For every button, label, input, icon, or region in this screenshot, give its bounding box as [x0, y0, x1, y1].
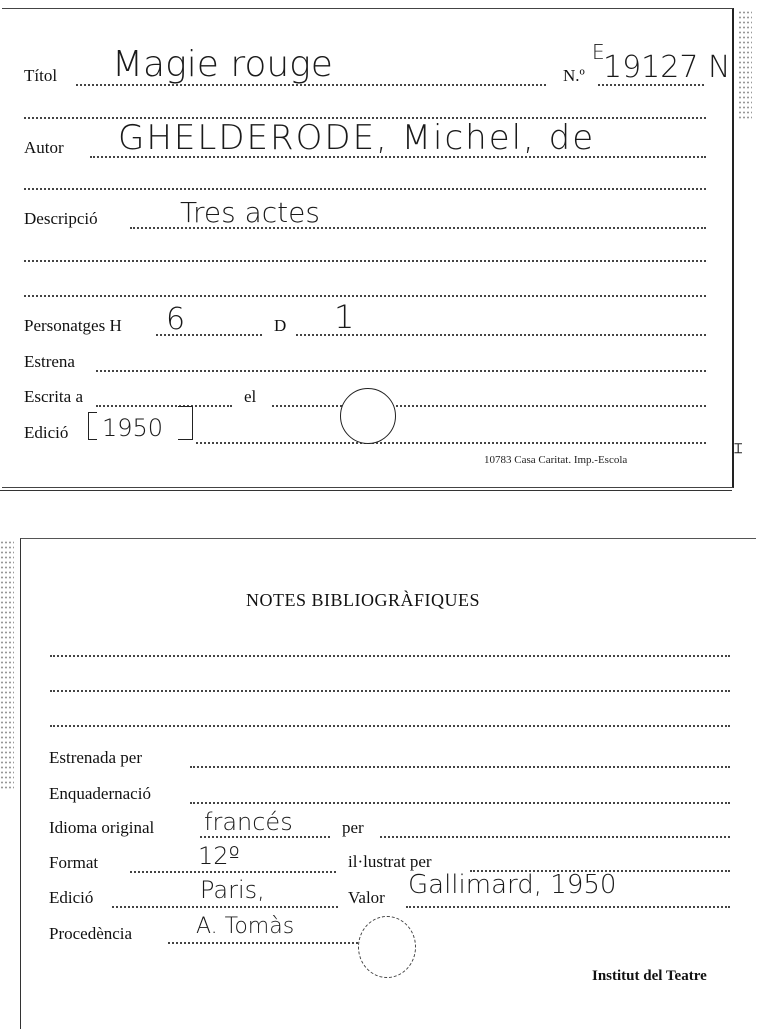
procedencia-label: Procedència [49, 924, 133, 943]
edicio-line [196, 442, 706, 444]
personatges-d-value: 1 [334, 298, 355, 336]
printer-note: 10783 Casa Caritat. Imp.-Escola [484, 454, 628, 466]
edicio-label: Edició [24, 423, 69, 442]
format-value: 12º [198, 842, 240, 870]
punch-hole-front [340, 388, 396, 444]
back-edicio-label: Edició [49, 888, 94, 907]
personatges-d-line [296, 334, 706, 336]
back-edicio-value: Paris, [200, 876, 265, 904]
back-edicio-line [112, 906, 338, 908]
illustrat-label: il·lustrat per [348, 852, 432, 871]
institution-name: Institut del Teatre [592, 968, 707, 984]
titol-label: Títol [24, 66, 58, 85]
estrena-line [96, 370, 706, 372]
format-line [130, 871, 336, 873]
el-label: el [244, 387, 257, 406]
notes-line-3 [50, 725, 730, 727]
notes-heading: NOTES BIBLIOGRÀFIQUES [246, 590, 481, 610]
descripcio-value: Tres actes [180, 196, 320, 229]
idioma-line [200, 836, 330, 838]
idioma-label: Idioma original [49, 818, 155, 837]
numero-value: 19127 N [603, 50, 731, 85]
escrita-label: Escrita a [24, 387, 83, 406]
per-line [380, 836, 730, 838]
per-label: per [342, 818, 364, 837]
personatges-h-value: 6 [166, 302, 186, 337]
enquadernacio-label: Enquadernació [49, 784, 151, 803]
valor-value: Gallimard, 1950 [408, 870, 617, 900]
el-line [272, 405, 706, 407]
notes-line-2 [50, 690, 730, 692]
punch-hole-back [358, 916, 416, 978]
edicio-bracket-right [178, 406, 193, 440]
estrena-label: Estrena [24, 352, 75, 371]
edge-mark-icon: ⌶ [734, 442, 743, 457]
notes-line-1 [50, 655, 730, 657]
numero-label: N.º [563, 66, 585, 85]
numero-superscript: E [592, 40, 605, 64]
escrita-line [96, 405, 232, 407]
edicio-value: 1950 [102, 414, 164, 442]
edicio-bracket-left [88, 412, 97, 440]
estrenada-line [190, 766, 730, 768]
valor-label: Valor [348, 888, 385, 907]
procedencia-line [168, 942, 358, 944]
format-label: Format [49, 853, 99, 872]
estrenada-label: Estrenada per [49, 748, 142, 767]
separator-line [0, 490, 732, 491]
procedencia-value: A. Tomàs [196, 914, 295, 939]
descripcio-line-3 [24, 295, 706, 297]
descripcio-line-2 [24, 260, 706, 262]
autor-label: Autor [24, 138, 64, 157]
idioma-value: francés [204, 808, 293, 836]
enquadernacio-line [190, 802, 730, 804]
personatges-label: Personatges H [24, 316, 122, 335]
scan-noise-left [0, 540, 14, 790]
descripcio-label: Descripció [24, 209, 98, 228]
titol-value: Magie rouge [112, 44, 333, 85]
valor-line [406, 906, 730, 908]
autor-line-2 [24, 188, 706, 190]
autor-value: GHELDERODE, Michel, de [118, 118, 596, 158]
scan-noise-right [738, 10, 752, 120]
personatges-d-label: D [274, 316, 287, 335]
